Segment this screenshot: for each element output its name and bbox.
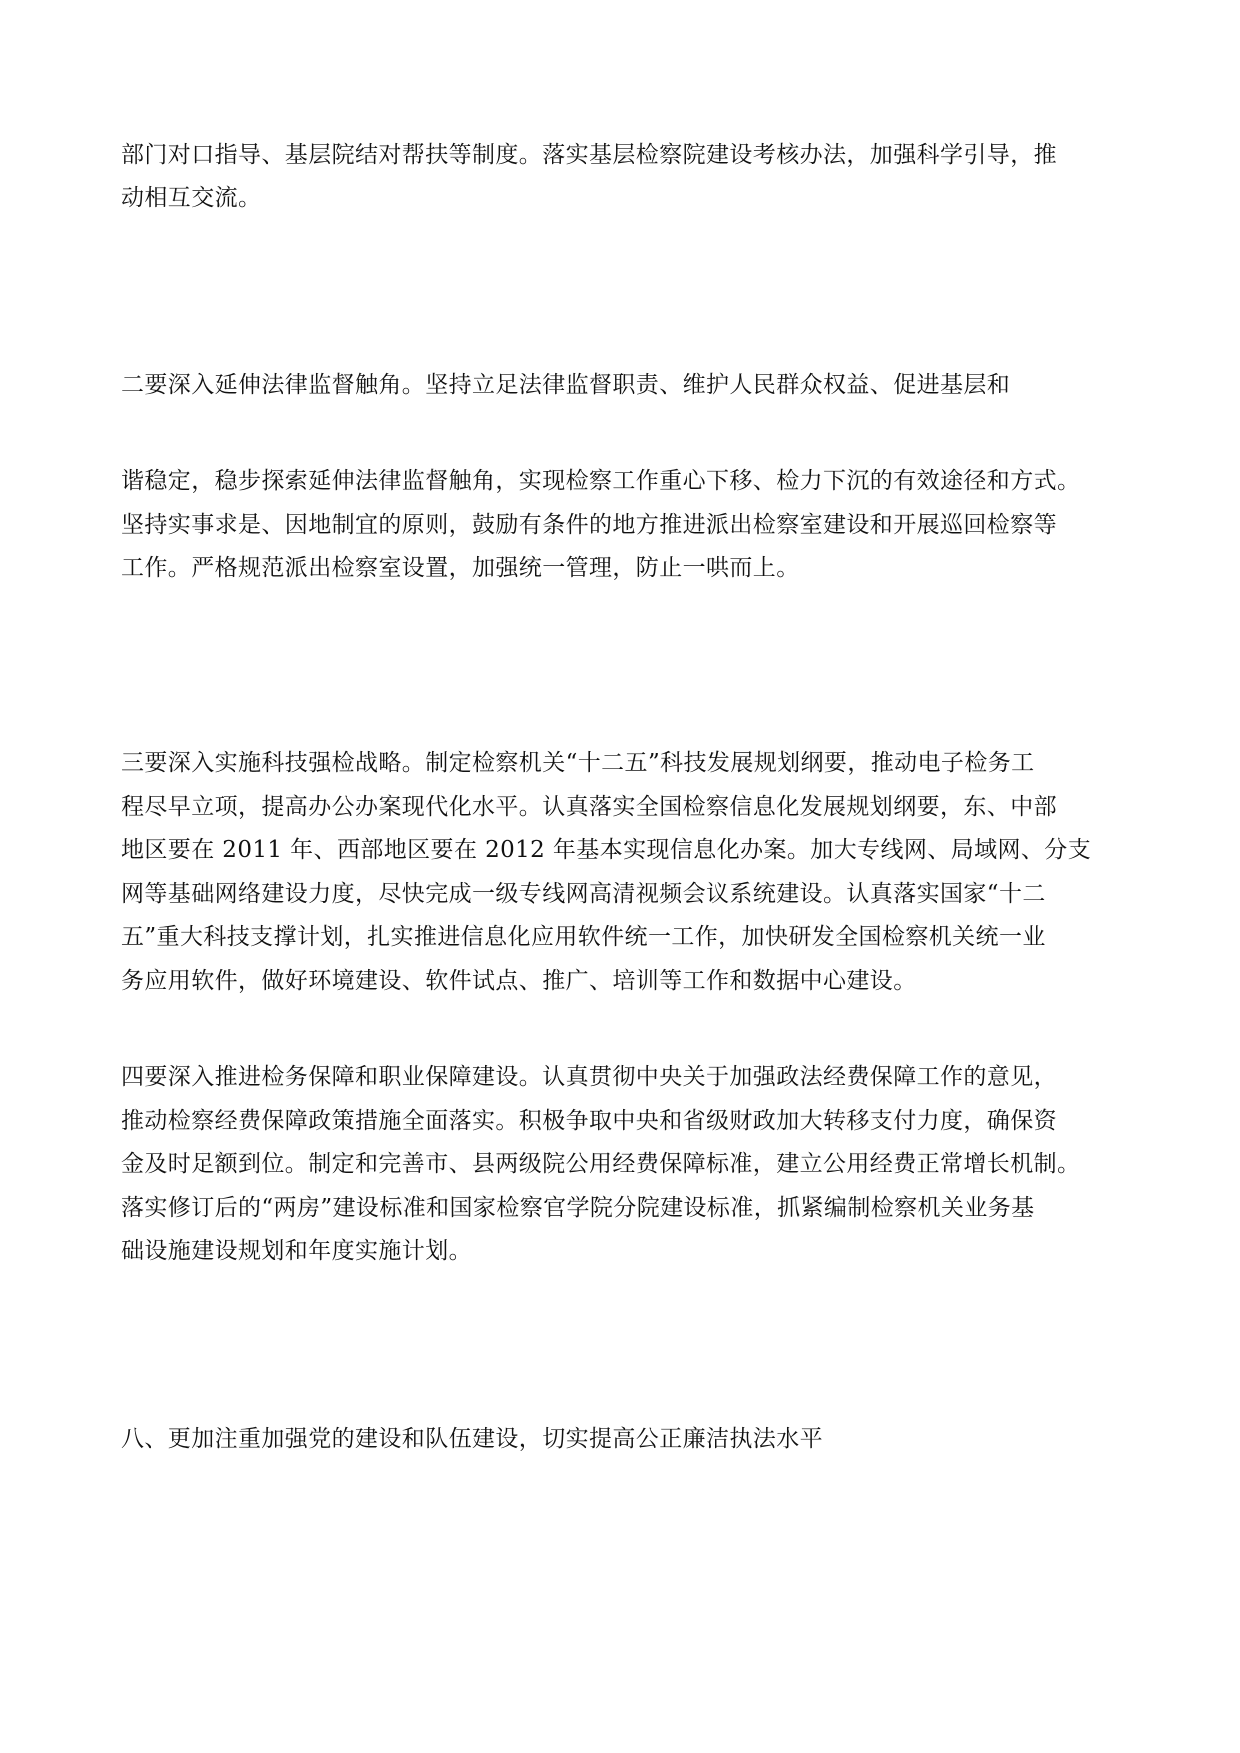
text-line: 落实修订后的“两房”建设标准和国家检察官学院分院建设标准，抓紧编制检察机关业务基 [121,1195,1035,1221]
section-heading-line: 二要深入延伸法律监督触角。坚持立足法律监督职责、维护人民群众权益、促进基层和 [121,372,1011,398]
text-line: 坚持实事求是、因地制宜的原则，鼓励有条件的地方推进派出检察室建设和开展巡回检察等 [121,512,1057,538]
section-heading-line: 三要深入实施科技强检战略。制定检察机关“十二五”科技发展规划纲要，推动电子检务工 [121,750,1035,776]
chapter-heading: 八、更加注重加强党的建设和队伍建设，切实提高公正廉洁执法水平 [121,1426,823,1452]
text-line: 工作。严格规范派出检察室设置，加强统一管理，防止一哄而上。 [121,555,800,581]
text-line: 地区要在 2011 年、西部地区要在 2012 年基本实现信息化办案。加大专线网、局域网、分支 [121,837,1092,863]
text-line: 金及时足额到位。制定和完善市、县两级院公用经费保障标准，建立公用经费正常增长机制。 [121,1151,1081,1177]
text-line: 动相互交流。 [121,185,262,211]
text-line: 础设施建设规划和年度实施计划。 [121,1238,472,1264]
text-line: 谐稳定，稳步探索延伸法律监督触角，实现检察工作重心下移、检力下沉的有效途径和方式。 [121,468,1081,494]
text-line: 务应用软件，做好环境建设、软件试点、推广、培训等工作和数据中心建设。 [121,968,917,994]
text-line: 五”重大科技支撑计划，扎实推进信息化应用软件统一工作，加快研发全国检察机关统一业 [121,924,1046,950]
section-heading-line: 四要深入推进检务保障和职业保障建设。认真贯彻中央关于加强政法经费保障工作的意见， [121,1064,1057,1090]
text-line: 程尽早立项，提高办公办案现代化水平。认真落实全国检察信息化发展规划纲要，东、中部 [121,794,1057,820]
text-line: 部门对口指导、基层院结对帮扶等制度。落实基层检察院建设考核办法，加强科学引导，推 [121,142,1057,168]
text-line: 推动检察经费保障政策措施全面落实。积极争取中央和省级财政加大转移支付力度，确保资 [121,1108,1057,1134]
text-line: 网等基础网络建设力度，尽快完成一级专线网高清视频会议系统建设。认真落实国家“十二 [121,881,1046,907]
